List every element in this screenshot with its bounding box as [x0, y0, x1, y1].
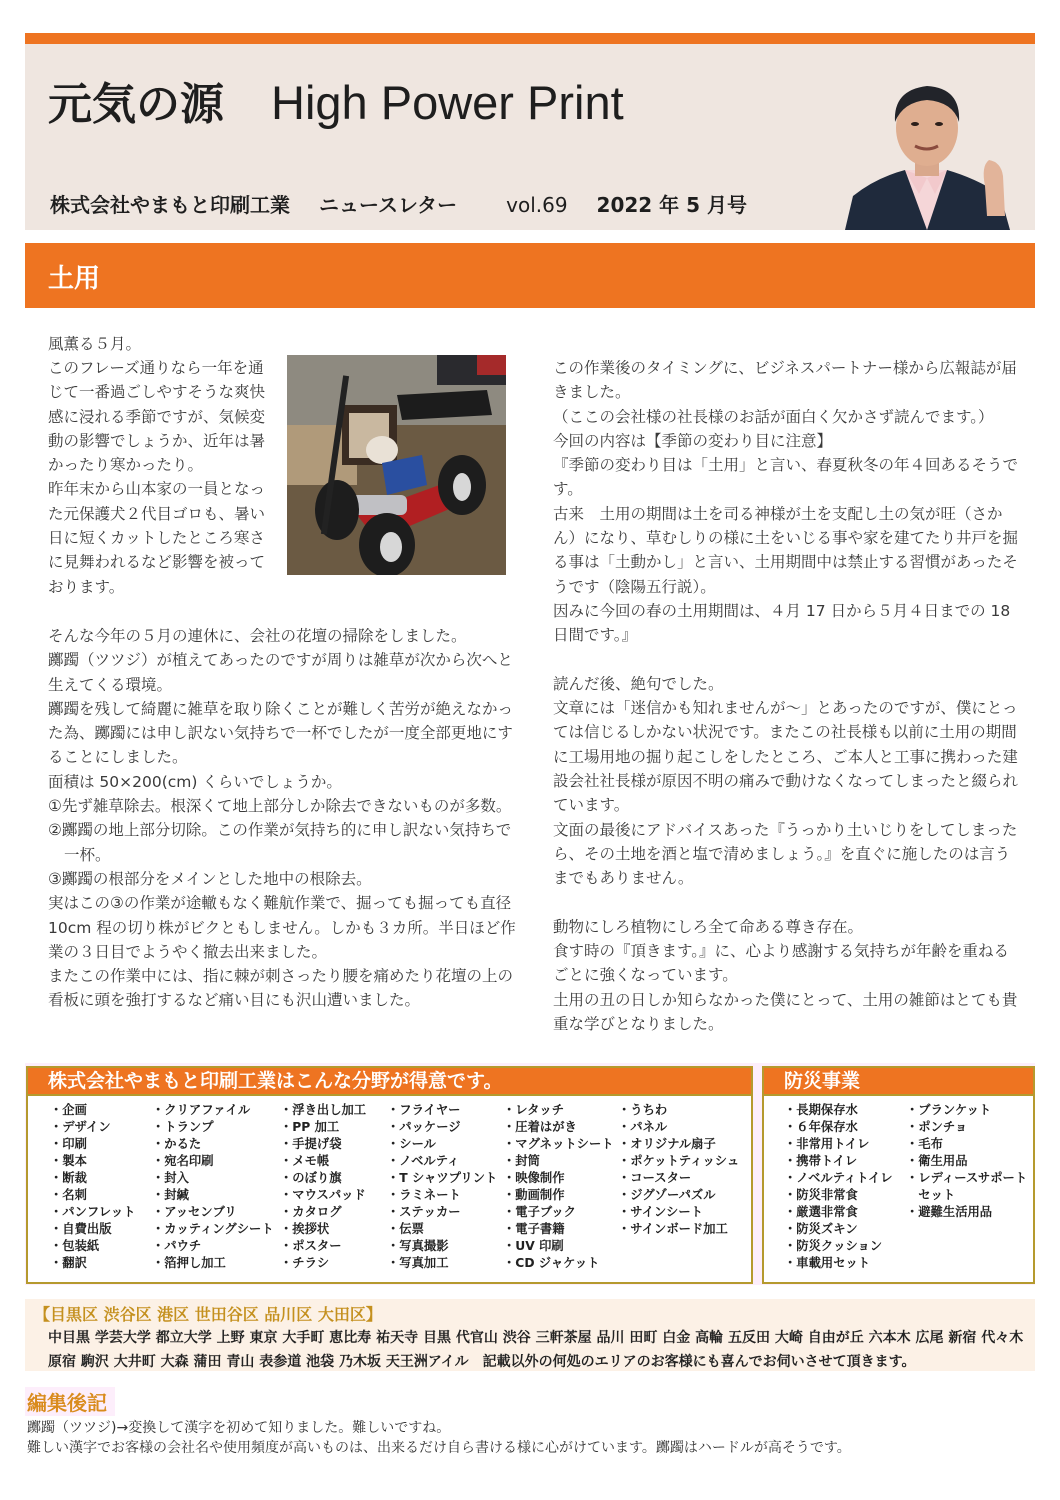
- issue-date: 2022 年 5 月号: [596, 193, 748, 217]
- paragraph-gap: [553, 891, 1023, 915]
- title-en: High Power Print: [271, 76, 624, 129]
- paragraph: 今回の内容は【季節の変わり目に注意】: [553, 431, 833, 450]
- service-item: ・製本: [50, 1154, 87, 1168]
- service-item: ・うちわ: [618, 1103, 668, 1117]
- service-item: ・自費出版: [50, 1222, 112, 1236]
- service-item: ・T シャツプリント: [387, 1171, 498, 1185]
- service-item: ・カッティングシート: [152, 1222, 274, 1236]
- services-list: [28, 1096, 751, 1272]
- dog-cart-image-icon: [287, 355, 506, 575]
- service-area-heading: 【目黒区 渋谷区 港区 世田谷区 品川区 大田区】: [34, 1305, 382, 1324]
- service-item: ・マグネットシート: [503, 1137, 614, 1151]
- section-header-bar: [25, 243, 1035, 308]
- service-area-line-2: 原宿 駒沢 大井町 大森 蒲田 青山 表参道 池袋 乃木坂 天王洲アイル 記載以外の何処のエリアのお客様にも喜んでお伺いさせて頂きます。: [48, 1354, 916, 1370]
- services-column: [152, 1102, 280, 1272]
- paragraph: 読んだ後、絶句でした。: [553, 674, 724, 693]
- paragraph: （ここの会社様の社長様のお話が面白く欠かさず読んでます。）: [553, 407, 994, 426]
- article-intro: [48, 332, 508, 356]
- disaster-item: ・６年保存水: [784, 1120, 858, 1134]
- postscript-line: 難しい漢字でお客様の会社名や使用頻度が高いものは、出来るだけ自ら書ける様に心がけています。躑躅はハードルが高そうです。: [27, 1440, 851, 1456]
- paragraph: 躑躅（ツツジ）が植えてあったのですが周りは雑草が次から次へと生えてくる環境。: [48, 651, 513, 694]
- service-item: ・ジグゾーパズル: [618, 1188, 716, 1202]
- disaster-item: ・ノベルティトイレ: [784, 1171, 893, 1185]
- service-item: ・パッケージ: [387, 1120, 461, 1134]
- volume-number: vol.69: [506, 193, 568, 217]
- service-item: ・CD ジャケット: [503, 1256, 600, 1270]
- service-item: ・PP 加工: [280, 1120, 340, 1134]
- service-item: ・挨拶状: [280, 1222, 330, 1236]
- service-item: ・サインボード加工: [618, 1222, 728, 1236]
- service-item: ・封緘: [152, 1188, 189, 1202]
- disaster-item: ・防災クッション: [784, 1239, 883, 1253]
- paragraph: またこの作業中には、指に棘が刺さったり腰を痛めたり花壇の上の看板に頭を強打するなど痛い目にも沢山遭いました。: [48, 967, 514, 1010]
- service-item: ・パネル: [618, 1120, 668, 1134]
- services-column: [387, 1102, 503, 1272]
- service-item: ・ステッカー: [387, 1205, 461, 1219]
- step-item-continued: 一杯。: [64, 845, 111, 864]
- disaster-title: 防災事業: [764, 1068, 1033, 1096]
- service-item: ・包装紙: [50, 1239, 100, 1253]
- service-item: ・映像制作: [503, 1171, 565, 1185]
- step-item: ①先ず雑草除去。根深くて地上部分しか除去できないものが多数。: [48, 797, 512, 816]
- disaster-column: [906, 1102, 1026, 1272]
- services-column: [618, 1102, 738, 1272]
- newsletter-title: [48, 66, 624, 133]
- service-item: ・のぼり旗: [280, 1171, 342, 1185]
- services-column: [50, 1102, 152, 1272]
- article-left-lower: [48, 624, 518, 1013]
- step-item: ③躑躅の根部分をメインとした地中の根除去。: [48, 869, 372, 888]
- service-item: ・シール: [387, 1137, 436, 1151]
- service-item: ・断裁: [50, 1171, 87, 1185]
- publication-type: ニュースレター: [318, 193, 458, 217]
- service-item: ・浮き出し加工: [280, 1103, 367, 1117]
- article-left-wrapped: [48, 356, 278, 599]
- service-item: ・封筒: [503, 1154, 540, 1168]
- service-item: ・圧着はがき: [503, 1120, 577, 1134]
- service-item: ・ノベルティ: [387, 1154, 460, 1168]
- service-item: ・写真加工: [387, 1256, 449, 1270]
- paragraph: 動物にしろ植物にしろ全て命ある尊き存在。: [553, 917, 864, 936]
- disaster-item: ・長期保存水: [784, 1103, 858, 1117]
- paragraph: 躑躅を残して綺麗に雑草を取り除くことが難しく苦労が絶えなかった為、躑躅には申し訳ない気持ちで一杯でしたが一度全部更地にすることにしました。: [48, 699, 514, 767]
- services-box: [26, 1066, 753, 1284]
- article-right-column: [553, 356, 1023, 1036]
- service-item: ・クリアファイル: [152, 1103, 251, 1117]
- service-item: ・コースター: [618, 1171, 692, 1185]
- service-item: ・写真撮影: [387, 1239, 449, 1253]
- paragraph: 因みに今回の春の土用期間は、４月 17 日から５月４日までの 18 日間です。』: [553, 601, 1011, 645]
- paragraph: このフレーズ通りなら一年を通じて一番過ごしやすそうな爽快感に浸れる季節ですが、気候変動の影響でしょうか、近年は暑かったり寒かったり。: [48, 359, 266, 475]
- top-accent-bar: [25, 33, 1035, 44]
- service-item: ・ポケットティッシュ: [618, 1154, 740, 1168]
- service-item: ・ラミネート: [387, 1188, 461, 1202]
- services-title: 株式会社やまもと印刷工業はこんな分野が得意です。: [28, 1068, 751, 1096]
- disaster-item: ・ポンチョ: [906, 1120, 968, 1134]
- services-column: [503, 1102, 618, 1272]
- paragraph: 土用の丑の日しか知らなかった僕にとって、土用の雑節はとても貴重な学びとなりました。: [553, 990, 1018, 1034]
- service-item: ・企画: [50, 1103, 87, 1117]
- disaster-item: ・避難生活用品: [906, 1205, 993, 1219]
- service-item: ・パンフレット: [50, 1205, 136, 1219]
- paragraph-gap: [553, 648, 1023, 672]
- disaster-item: ・携帯トイレ: [784, 1154, 858, 1168]
- intro-line: 風薫る５月。: [48, 335, 142, 353]
- portrait-image-icon: [835, 66, 1018, 230]
- service-item: ・名刺: [50, 1188, 87, 1202]
- service-item: ・オリジナル扇子: [618, 1137, 716, 1151]
- service-item: ・電子ブック: [503, 1205, 576, 1219]
- service-item: ・封入: [152, 1171, 189, 1185]
- service-item: ・チラシ: [280, 1256, 330, 1270]
- service-item: ・印刷: [50, 1137, 87, 1151]
- service-item: ・メモ帳: [280, 1154, 330, 1168]
- postscript-line: 躑躅（ツツジ)→変換して漢字を初めて知りました。難しいですね。: [27, 1420, 451, 1436]
- paragraph: 文面の最後にアドバイスあった『うっかり土いじりをしてしまったら、その土地を酒と塩で清めましょう。』を直ぐに施したのは言うまでもありません。: [553, 820, 1018, 888]
- paragraph: 昨年末から山本家の一員となった元保護犬２代目ゴロも、暑い日に短くカットしたところ寒さに見舞われるなど影響を被っております。: [48, 480, 266, 596]
- service-item: ・手提げ袋: [280, 1137, 342, 1151]
- disaster-item: ・車載用セット: [784, 1256, 871, 1270]
- disaster-item: ・防災ズキン: [784, 1222, 858, 1236]
- paragraph: 文章には「迷信かも知れませんが〜」とあったのですが、僕にとっては信じるしかない状況です。またこの社長様も以前に土用の期間に工場用地の掘り起こしをしたところ、ご本人と工事に携わった建設会社社長様が原因不明の痛みで動けなくなってしまったと綴られています。: [553, 699, 1019, 815]
- paragraph: 食す時の『頂きます。』に、心より感謝する気持ちが年齢を重ねるごとに強くなっています。: [553, 942, 1010, 985]
- section-title: 土用: [48, 264, 101, 294]
- disaster-item: ・毛布: [906, 1137, 943, 1151]
- service-item: ・翻訳: [50, 1256, 87, 1270]
- portrait-photo: [835, 66, 1018, 230]
- paragraph: 実はこの③の作業が途轍もなく難航作業で、掘っても掘っても直径10cm 程の切り株がビクともしません。しかも３カ所。半日ほど作業の３日目でようやく撤去出来ました。: [48, 894, 516, 961]
- service-item: ・電子書籍: [503, 1222, 565, 1236]
- company-name: 株式会社やまもと印刷工業: [50, 193, 290, 217]
- disaster-list: [764, 1096, 1033, 1272]
- service-item: ・レタッチ: [503, 1103, 564, 1117]
- dog-cart-photo: [287, 355, 506, 575]
- disaster-item: ・防災非常食: [784, 1188, 858, 1202]
- service-item: ・アッセンブリ: [152, 1205, 237, 1219]
- paragraph: 面積は 50×200(cm) くらいでしょうか。: [48, 772, 342, 791]
- step-item: ②躑躅の地上部分切除。この作業が気持ち的に申し訳ない気持ちで: [48, 821, 512, 840]
- service-item: ・ポスター: [280, 1239, 342, 1253]
- service-item: ・箔押し加工: [152, 1256, 226, 1270]
- disaster-item: ・非常用トイレ: [784, 1137, 870, 1151]
- disaster-item: セット: [906, 1188, 956, 1202]
- paragraph: この作業後のタイミングに、ビジネスパートナー様から広報誌が届きました。: [553, 359, 1017, 402]
- service-item: ・宛名印刷: [152, 1154, 214, 1168]
- disaster-item: ・レディースサポート: [906, 1171, 1028, 1185]
- service-item: ・デザイン: [50, 1120, 111, 1134]
- service-item: ・伝票: [387, 1222, 424, 1236]
- disaster-item: ・厳選非常食: [784, 1205, 858, 1219]
- paragraph: 古来 土用の期間は土を司る神様が土を支配し土の気が旺（さかん）になり、草むしりの様に土をいじる事や家を建てたり井戸を掘る事は「土動かし」と言い、土用期間中は禁止する習慣があったそうです（陰陽五行説）。: [553, 504, 1019, 596]
- service-area-line-1: 中目黒 学芸大学 都立大学 上野 東京 大手町 恵比寿 祐天寺 目黒 代官山 渋谷 三軒茶屋 品川 田町 白金 高輪 五反田 大崎 自由が丘 六本木 広尾 新宿 代々木: [48, 1330, 1024, 1346]
- disaster-column: [784, 1102, 906, 1272]
- paragraph: 『季節の変わり目は「土用」と言い、春夏秋冬の年４回あるそうです。: [553, 456, 1019, 499]
- services-column: [280, 1102, 387, 1272]
- disaster-box: [762, 1066, 1035, 1284]
- service-item: ・かるた: [152, 1137, 202, 1151]
- service-item: ・マウスパッド: [280, 1188, 366, 1202]
- service-item: ・フライヤー: [387, 1103, 461, 1117]
- service-item: ・カタログ: [280, 1205, 342, 1219]
- postscript-title: 編集後記: [25, 1387, 115, 1416]
- disaster-item: ・衛生用品: [906, 1154, 968, 1168]
- service-item: ・サインシート: [618, 1205, 703, 1219]
- masthead-subtitle: [50, 189, 769, 218]
- title-jp: 元気の源: [48, 79, 224, 130]
- service-item: ・動画制作: [503, 1188, 565, 1202]
- service-item: ・トランプ: [152, 1120, 214, 1134]
- service-item: ・UV 印刷: [503, 1239, 564, 1253]
- disaster-item: ・ブランケット: [906, 1103, 992, 1117]
- service-item: ・パウチ: [152, 1239, 202, 1253]
- paragraph: そんな今年の５月の連休に、会社の花壇の掃除をしました。: [48, 627, 467, 645]
